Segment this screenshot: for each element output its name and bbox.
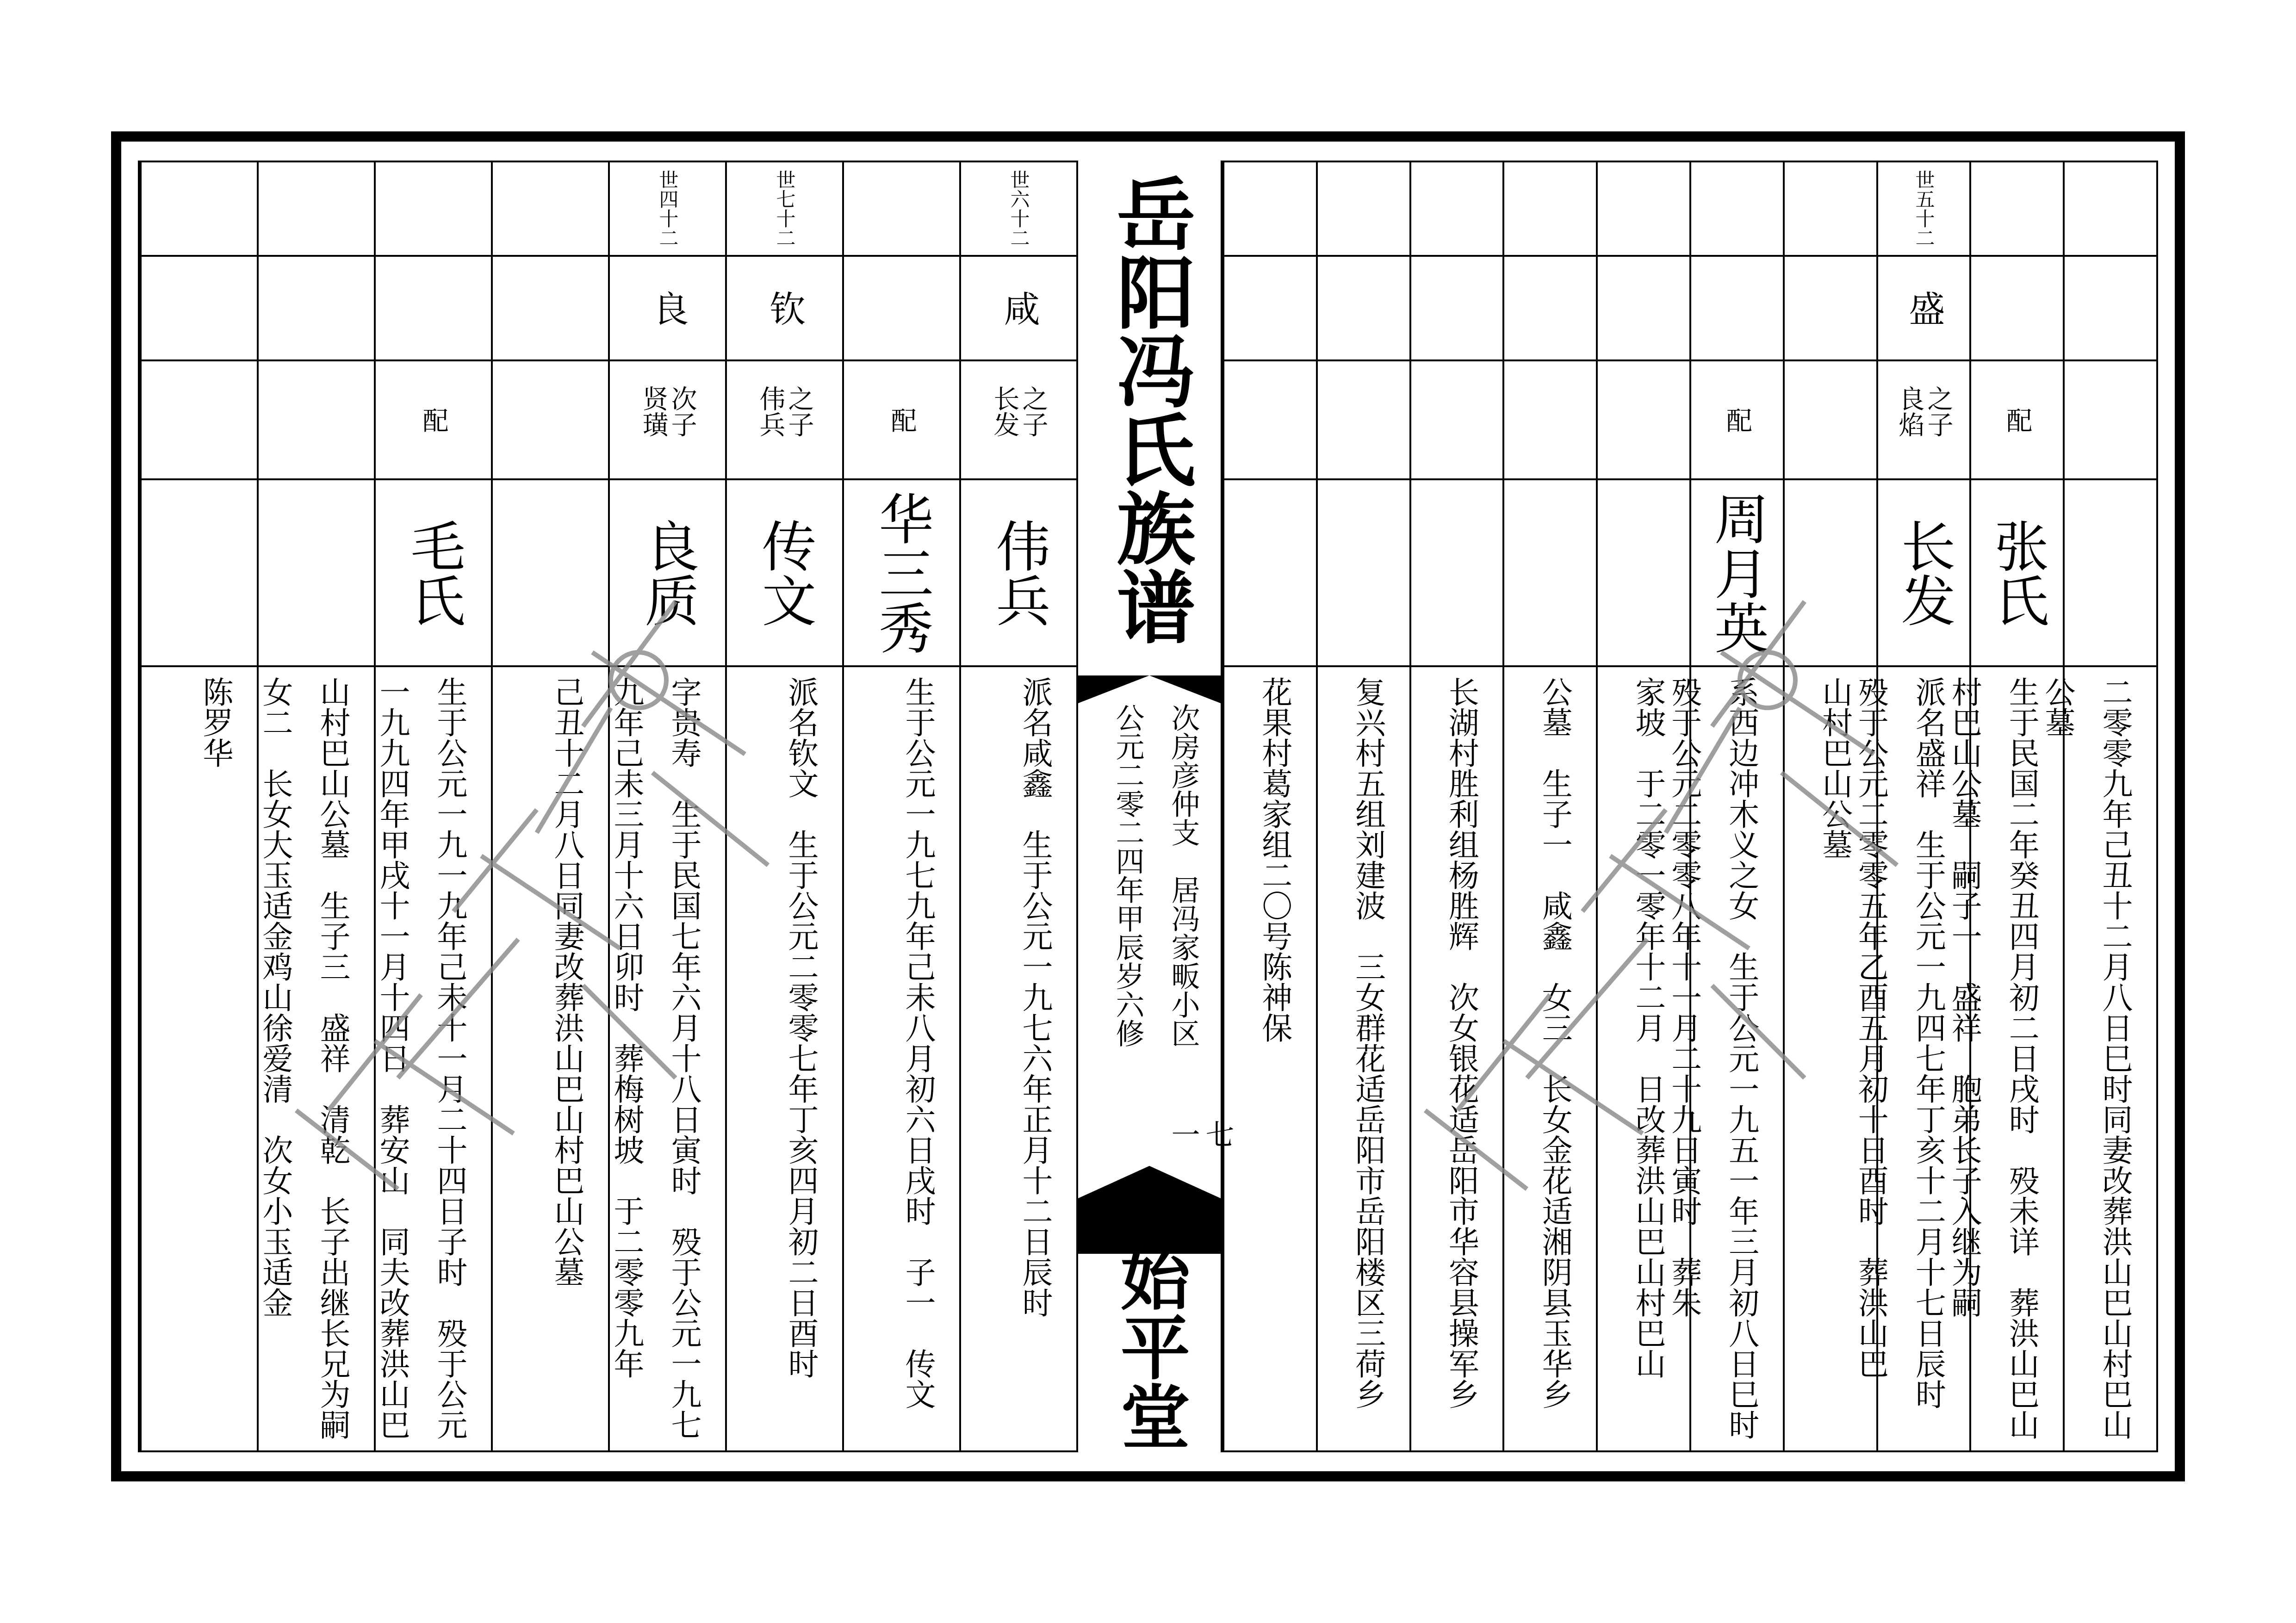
parentage-cell: [1689, 361, 1783, 480]
biography-column: [725, 667, 842, 1452]
generation-cell: [1316, 162, 1409, 257]
edition-line: 公元二零二四年甲辰岁六修: [1111, 703, 1145, 1047]
generation-char-cell-text: 咸: [998, 290, 1040, 326]
generation-char-cell: [842, 257, 959, 361]
biography-text: 二零零九年己丑十二月八日巳时同妻改葬洪山巴山村巴山公墓: [2039, 676, 2133, 1440]
parentage-cell: [491, 361, 608, 480]
name-cell: [1596, 480, 1689, 667]
generation-cell: [2063, 162, 2156, 257]
page-number: 七一: [1167, 1120, 1235, 1148]
generation-char-cell: [1783, 257, 1876, 361]
name-cell: [959, 480, 1076, 667]
generation-cell-text: 世六十二: [1007, 170, 1030, 248]
hall-name: 始平堂: [1109, 1242, 1190, 1450]
name-cell-text: 传文: [752, 518, 817, 627]
biography-column: [140, 667, 257, 1452]
book-title: 岳阳冯氏族谱: [1103, 173, 1196, 645]
biography-text: 派名盛祥 生于公元一九四七年丁亥十二月十七日辰时 殁于公元二零零五年乙酉五月初十日酉时 葬洪山巴: [1853, 676, 1946, 1440]
biography-text: 字贵寿 生于民国七年六月十八日寅时 殁于公元一九七九年己未三月十六日卯时 葬梅树坡 于二零零九年: [608, 676, 701, 1440]
generation-char-cell: [1596, 257, 1689, 361]
biography-column: [257, 667, 374, 1470]
biography-column: [1316, 667, 1409, 1452]
parentage-cell: [1222, 361, 1316, 480]
parentage-cell: [140, 361, 257, 480]
parentage-cell: [257, 361, 374, 480]
name-cell: [140, 480, 257, 667]
parentage-cell-text: 配: [418, 407, 449, 433]
generation-cell-text: 世七十二: [773, 170, 796, 248]
parentage-cell: [374, 361, 491, 480]
generation-cell: [1876, 162, 1970, 257]
biography-column: [842, 667, 959, 1452]
generation-cell-text: 世四十二: [656, 170, 679, 248]
generation-cell: [1409, 162, 1503, 257]
name-cell: [1969, 480, 2063, 667]
name-cell-text: 良质: [635, 518, 700, 627]
name-cell: [725, 480, 842, 667]
biography-text: 家坡 于二零一零年十二月 日改葬洪山巴山村巴山: [1630, 676, 1666, 1379]
generation-cell: [608, 162, 725, 257]
parentage-cell: [2063, 361, 2156, 480]
spine-center: [1078, 675, 1235, 1254]
biography-text: 生于公元一九一九年己未十一月二十四日子时 殁于公元一九九四年甲戌十一月十四日 葬安山 同夫改葬洪山巴: [374, 676, 467, 1440]
generation-char-cell: [140, 257, 257, 361]
parentage-cell: [725, 361, 842, 480]
biography-text: 复兴村五组刘建波 三女群花适岳阳市岳阳楼区三荷乡: [1350, 676, 1386, 1409]
generation-cell: [1596, 162, 1689, 257]
parentage-cell-text: 之子 长发: [989, 385, 1049, 463]
parentage-cell: [1596, 361, 1689, 480]
generation-cell: [959, 162, 1076, 257]
generation-cell: [1783, 162, 1876, 257]
biography-text: 陈罗华: [198, 676, 233, 768]
name-cell-text: 华三秀: [869, 491, 934, 655]
name-cell-text: 周月英: [1705, 491, 1769, 655]
parentage-cell: [1316, 361, 1409, 480]
name-cell: [1876, 480, 1970, 667]
generation-cell: [1969, 162, 2063, 257]
biography-text: 派名钦文 生于公元二零零七年丁亥四月初二日酉时: [783, 676, 819, 1379]
name-cell: [2063, 480, 2156, 667]
generation-char-cell-text: 钦: [763, 290, 806, 326]
name-cell: [1783, 480, 1876, 667]
generation-char-cell: [374, 257, 491, 361]
generation-cell: [1502, 162, 1596, 257]
biography-text: 派名咸鑫 生于公元一九七六年正月十二日辰时: [1017, 676, 1053, 1318]
name-cell-text: 伟兵: [987, 518, 1051, 627]
name-cell: [491, 480, 608, 667]
generation-char-cell: [257, 257, 374, 361]
generation-cell-text: 世五十二: [1912, 170, 1936, 248]
parentage-cell: [959, 361, 1076, 480]
biography-column: [1666, 667, 1783, 1470]
name-cell: [1689, 480, 1783, 667]
name-cell: [257, 480, 374, 667]
generation-cell: [140, 162, 257, 257]
name-cell-text: 长发: [1892, 518, 1956, 627]
generation-cell: [842, 162, 959, 257]
name-cell: [374, 480, 491, 667]
generation-char-cell: [1876, 257, 1970, 361]
generation-char-cell: [1316, 257, 1409, 361]
parentage-cell: [1969, 361, 2063, 480]
biography-text: 生于公元一九七九年己未八月初六日戌时 子一 传文: [900, 676, 936, 1409]
biography-text: 己丑十二月八日同妻改葬洪山巴山村巴山公墓: [549, 676, 584, 1287]
parentage-cell: [842, 361, 959, 480]
parentage-cell: [608, 361, 725, 480]
name-cell: [608, 480, 725, 667]
generation-char-cell: [1409, 257, 1503, 361]
name-cell: [1409, 480, 1503, 667]
biography-text: 长湖村胜利组杨胜辉 次女银花适岳阳市华容县操军乡: [1443, 676, 1479, 1409]
parentage-cell-text: 配: [2002, 407, 2033, 433]
generation-cell: [1689, 162, 1783, 257]
parentage-cell-text: 次子 贤璜: [638, 385, 697, 463]
biography-text: 公墓 生子一 咸鑫 女三 长女金花适湘阴县玉华乡: [1537, 676, 1573, 1409]
generation-char-cell: [1222, 257, 1316, 361]
generation-char-cell: [959, 257, 1076, 361]
parentage-cell-text: 配: [887, 407, 917, 433]
generation-cell: [257, 162, 374, 257]
generation-char-cell: [491, 257, 608, 361]
biography-column: [2039, 667, 2156, 1452]
biography-text: 花果村葛家组二〇号陈神保: [1256, 676, 1292, 1043]
generation-char-cell: [2063, 257, 2156, 361]
generation-char-cell: [1969, 257, 2063, 361]
branch-line: 次房彦仲支 居冯家畈小区: [1167, 703, 1200, 1047]
parentage-cell: [1783, 361, 1876, 480]
biography-column: [1222, 667, 1316, 1452]
biography-text: 系西边冲木义之女 生于公元一九五一年三月初八日巳时 殁于公元二零零八年十一月二十九日寅时 葬朱: [1666, 676, 1759, 1470]
parentage-cell: [1502, 361, 1596, 480]
generation-cell: [1222, 162, 1316, 257]
generation-char-cell: [1502, 257, 1596, 361]
biography-column: [1502, 667, 1596, 1452]
generation-char-cell: [1689, 257, 1783, 361]
biography-text: 山村巴山公墓 生子三 盛祥 清乾 长子出继长兄为嗣 女二 长女大玉适金鸡山徐爱清 次女小玉适金: [257, 676, 350, 1470]
parentage-cell: [1409, 361, 1503, 480]
biography-column: [491, 667, 608, 1452]
name-cell: [1222, 480, 1316, 667]
name-cell-text: 毛氏: [401, 518, 465, 627]
biography-column: [608, 667, 725, 1452]
name-cell: [842, 480, 959, 667]
biography-column: [374, 667, 491, 1452]
parentage-cell-text: 之子 良焰: [1894, 385, 1954, 463]
generation-cell: [374, 162, 491, 257]
generation-char-cell-text: 良: [646, 290, 689, 326]
parentage-cell: [1876, 361, 1970, 480]
parentage-cell-text: 之子 伟兵: [755, 385, 814, 463]
name-cell: [1316, 480, 1409, 667]
biography-text: 生于民国二年癸丑四月初二日戌时 殁未详 葬洪山巴山村巴山公墓 嗣子一 盛祥 胞弟长子入继为嗣: [1946, 676, 2040, 1440]
generation-char-cell: [725, 257, 842, 361]
biography-text: 山村巴山公墓: [1817, 676, 1853, 860]
biography-column: [959, 667, 1076, 1452]
biography-column: [1409, 667, 1503, 1452]
name-cell: [1502, 480, 1596, 667]
parentage-cell-text: 配: [1722, 407, 1752, 433]
generation-cell: [725, 162, 842, 257]
generation-cell: [491, 162, 608, 257]
name-cell-text: 张氏: [1985, 518, 2049, 627]
generation-char-cell-text: 盛: [1903, 290, 1945, 326]
generation-char-cell: [608, 257, 725, 361]
